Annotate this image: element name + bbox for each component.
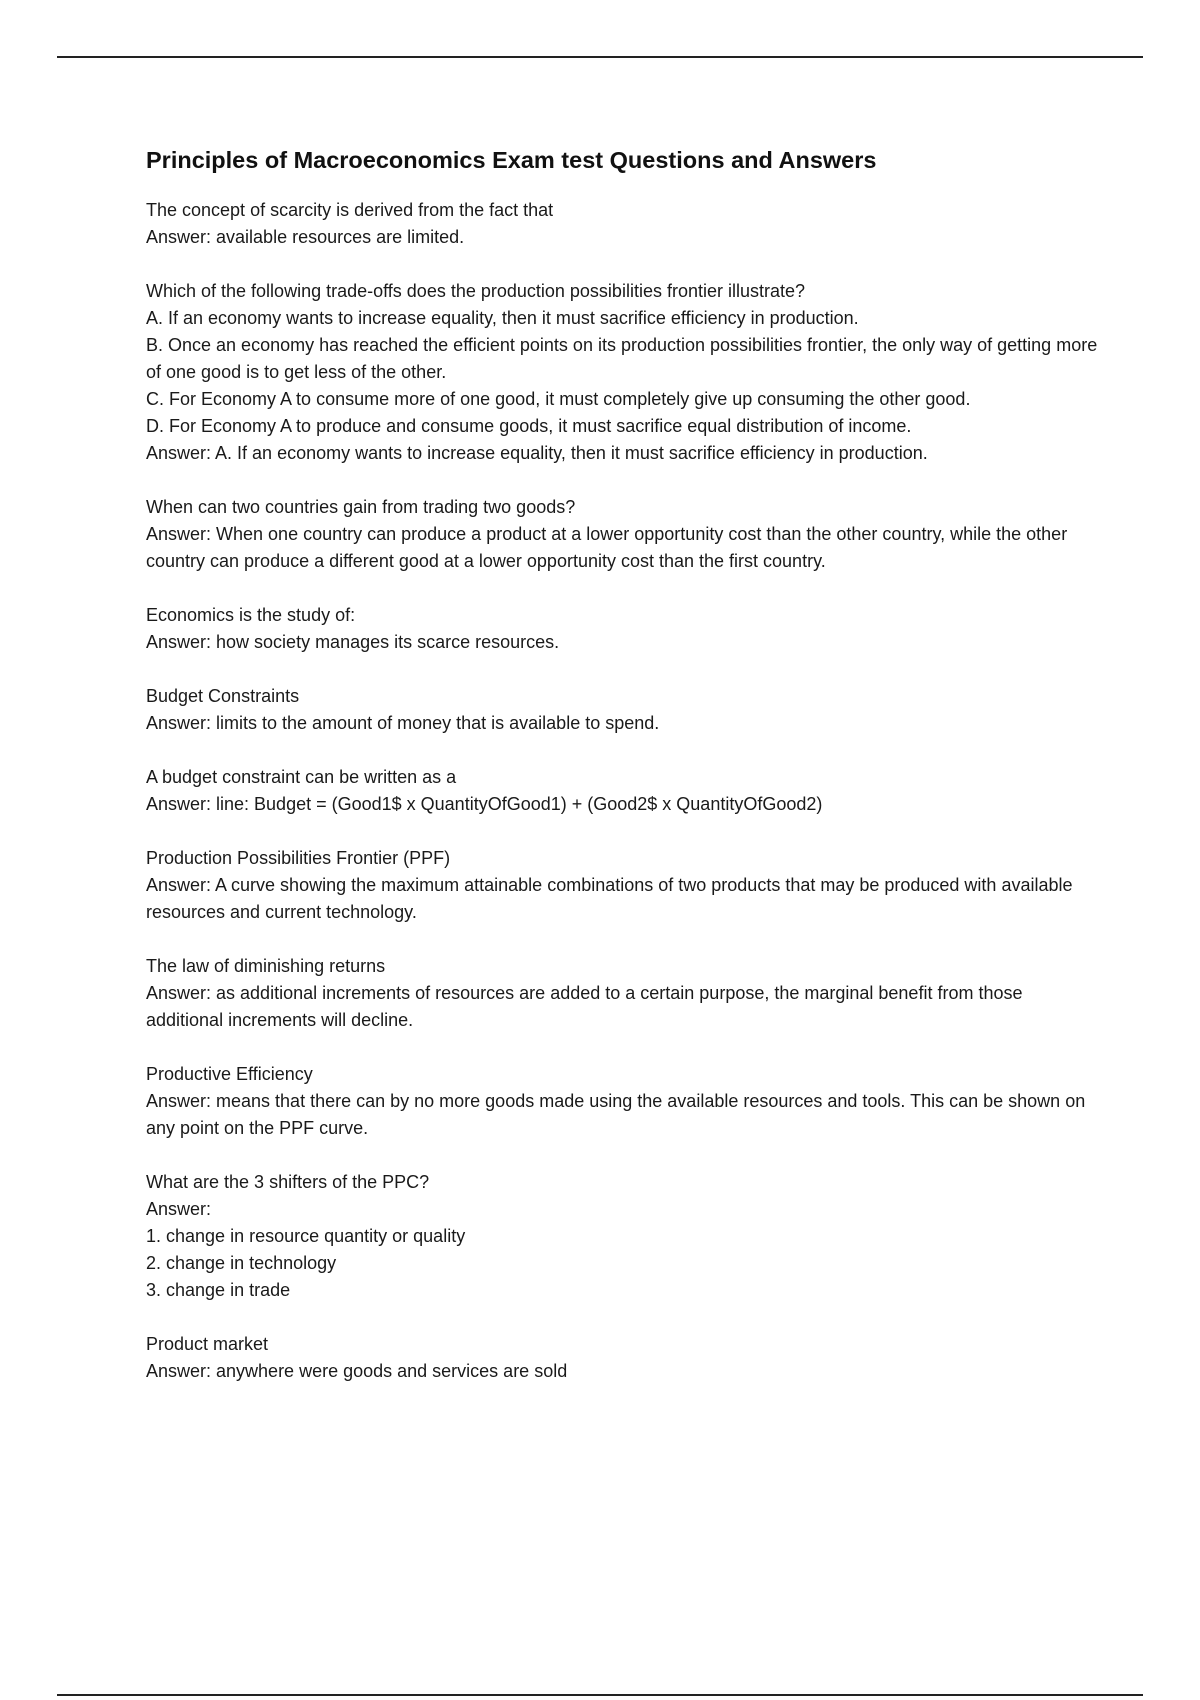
qa-item-trade-gains xyxy=(146,494,1098,575)
option-d-text: D. For Economy A to produce and consume goods, it must sacrifice equal distribution of income. xyxy=(146,416,912,436)
answer-text: Answer: means that there can by no more goods made using the available resources and tools. This can be shown on any point on the PPF curve. xyxy=(146,1091,1086,1138)
answer-list-item: 1. change in resource quantity or quality xyxy=(146,1226,466,1246)
answer-text: Answer: as additional increments of resources are added to a certain purpose, the marginal benefit from those additional increments will decline. xyxy=(146,983,1023,1030)
qa-item-ppf-definition xyxy=(146,845,1098,926)
qa-item-productive-efficiency xyxy=(146,1061,1098,1142)
question-text: The law of diminishing returns xyxy=(146,956,386,976)
question-text: Productive Efficiency xyxy=(146,1064,313,1084)
answer-text: Answer: When one country can produce a product at a lower opportunity cost than the other country, while the other country can produce a different good at a lower opportunity cost than the first country. xyxy=(146,524,1068,571)
qa-item-ppf-tradeoffs xyxy=(146,278,1098,467)
question-text: Budget Constraints xyxy=(146,686,300,706)
qa-item-diminishing-returns xyxy=(146,953,1098,1034)
answer-text: Answer: anywhere were goods and services are sold xyxy=(146,1361,568,1381)
answer-text: Answer: how society manages its scarce resources. xyxy=(146,632,560,652)
question-text: A budget constraint can be written as a xyxy=(146,767,457,787)
qa-item-product-market xyxy=(146,1331,1098,1385)
answer-text: Answer: available resources are limited. xyxy=(146,227,465,247)
question-text: The concept of scarcity is derived from the fact that xyxy=(146,200,554,220)
question-text: Which of the following trade-offs does the production possibilities frontier illustrate? xyxy=(146,281,806,301)
qa-item-budget-formula xyxy=(146,764,1098,818)
qa-item-ppc-shifters xyxy=(146,1169,1098,1304)
answer-text: Answer: line: Budget = (Good1$ x QuantityOfGood1) + (Good2$ x QuantityOfGood2) xyxy=(146,794,823,814)
answer-text: Answer: A. If an economy wants to increase equality, then it must sacrifice efficiency in production. xyxy=(146,443,928,463)
top-rule xyxy=(57,56,1143,58)
question-text: Production Possibilities Frontier (PPF) xyxy=(146,848,451,868)
option-b-text: B. Once an economy has reached the efficient points on its production possibilities frontier, the only way of getting more of one good is to get less of the other. xyxy=(146,335,1098,382)
answer-label: Answer: xyxy=(146,1199,212,1219)
document-title: Principles of Macroeconomics Exam test Questions and Answers xyxy=(146,147,877,173)
question-text: Economics is the study of: xyxy=(146,605,356,625)
question-text: Product market xyxy=(146,1334,269,1354)
option-c-text: C. For Economy A to consume more of one good, it must completely give up consuming the other good. xyxy=(146,389,971,409)
answer-list-item: 2. change in technology xyxy=(146,1253,337,1273)
question-text: When can two countries gain from trading two goods? xyxy=(146,497,576,517)
answer-text: Answer: limits to the amount of money that is available to spend. xyxy=(146,713,660,733)
qa-item-budget-constraints xyxy=(146,683,1098,737)
qa-item-scarcity xyxy=(146,197,1098,251)
question-text: What are the 3 shifters of the PPC? xyxy=(146,1172,430,1192)
answer-list-item: 3. change in trade xyxy=(146,1280,291,1300)
option-a-text: A. If an economy wants to increase equality, then it must sacrifice efficiency in production. xyxy=(146,308,859,328)
document-body xyxy=(146,143,1098,1412)
bottom-rule xyxy=(57,1694,1143,1696)
answer-text: Answer: A curve showing the maximum attainable combinations of two products that may be produced with available resources and current technology. xyxy=(146,875,1073,922)
qa-item-economics-definition xyxy=(146,602,1098,656)
